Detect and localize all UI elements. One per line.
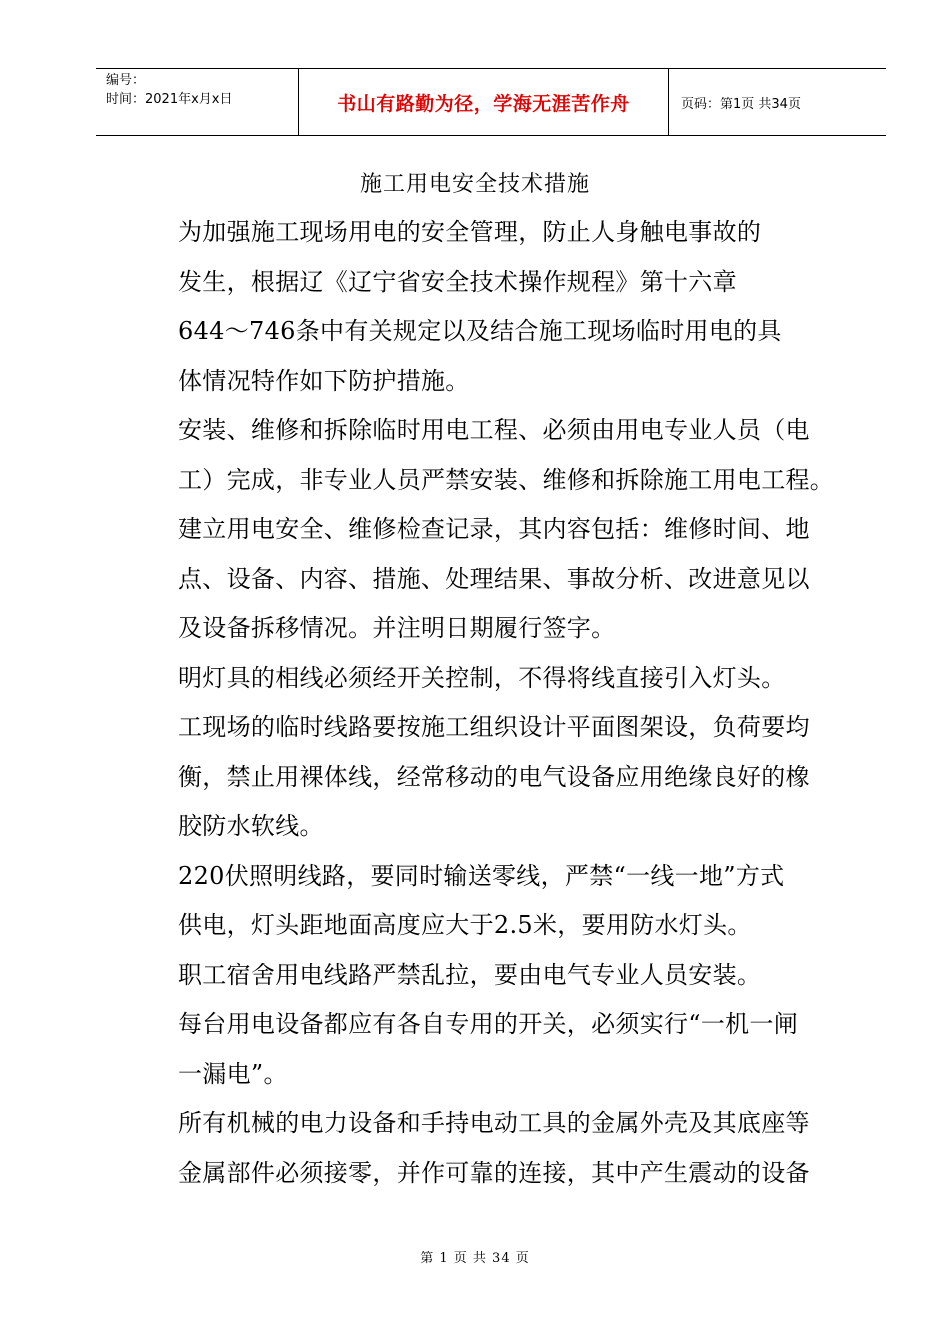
body-line: 明灯具的相线必须经开关控制，不得将线直接引入灯头。 xyxy=(178,663,786,692)
page-header xyxy=(96,68,886,136)
body-line: 安装、维修和拆除临时用电工程、必须由用电专业人员（电 xyxy=(178,416,810,444)
header-page-info xyxy=(669,69,886,135)
body-line: 每台用电设备都应有各自专用的开关，必须实行“一机一闸 xyxy=(178,1010,799,1038)
motto-text: 书山有路勤为径，学海无涯苦作舟 xyxy=(337,92,630,115)
time-label: 时间：2021年x月x日 xyxy=(106,92,233,107)
body-line: 供电，灯头距地面高度应大于2.5米，要用防水灯头。 xyxy=(178,911,752,939)
body-line: 金属部件必须接零，并作可靠的连接，其中产生震动的设备 xyxy=(178,1158,810,1187)
document-title: 施工用电安全技术措施 xyxy=(359,172,590,197)
body-line: 644～746条中有关规定以及结合施工现场临时用电的具 xyxy=(178,317,782,345)
header-motto xyxy=(298,69,669,135)
header-meta xyxy=(96,69,298,135)
body-line: 点、设备、内容、措施、处理结果、事故分析、改进意见以 xyxy=(178,564,810,593)
body-line: 220伏照明线路，要同时输送零线，严禁“一线一地”方式 xyxy=(178,861,785,890)
serial-number-label: 编号： xyxy=(106,73,146,88)
body-line: 体情况特作如下防护措施。 xyxy=(178,366,470,395)
body-line: 建立用电安全、维修检查记录，其内容包括：维修时间、地 xyxy=(178,515,810,543)
document-body xyxy=(178,208,868,1198)
body-line: 发生，根据辽《辽宁省安全技术操作规程》第十六章 xyxy=(178,267,737,296)
body-line: 所有机械的电力设备和手持电动工具的金属外壳及其底座等 xyxy=(178,1109,810,1137)
body-line: 工）完成，非专业人员严禁安装、维修和拆除施工用电工程。 xyxy=(178,465,835,494)
page-info-text: 页码：第1页 共34页 xyxy=(681,96,801,112)
body-line: 为加强施工现场用电的安全管理，防止人身触电事故的 xyxy=(178,218,762,246)
body-line: 职工宿舍用电线路严禁乱拉，要由电气专业人员安装。 xyxy=(178,960,762,989)
body-line: 一漏电”。 xyxy=(178,1059,288,1088)
body-line: 胶防水软线。 xyxy=(178,812,324,840)
page-footer: 第 1 页 共 34 页 xyxy=(420,1251,530,1266)
body-line: 工现场的临时线路要按施工组织设计平面图架设，负荷要均 xyxy=(178,713,810,741)
body-line: 衡，禁止用裸体线，经常移动的电气设备应用绝缘良好的橡 xyxy=(178,762,810,791)
body-line: 及设备拆移情况。并注明日期履行签字。 xyxy=(178,614,616,642)
